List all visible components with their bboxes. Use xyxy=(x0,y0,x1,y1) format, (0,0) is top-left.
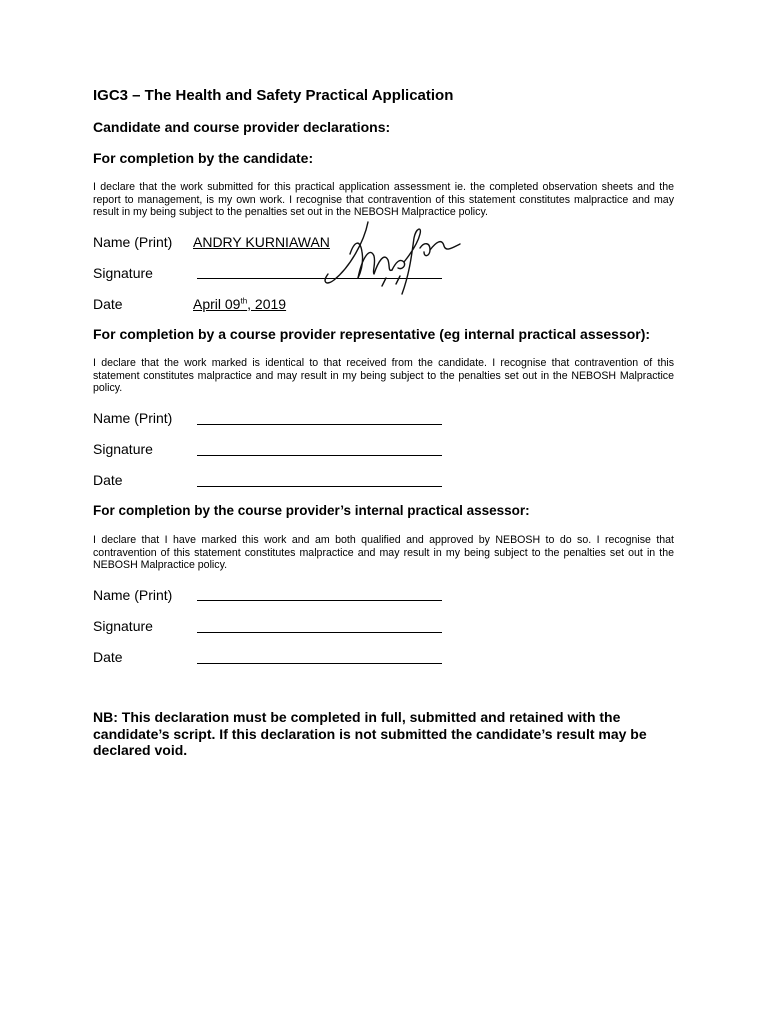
candidate-signature-label: Signature xyxy=(93,265,153,281)
candidate-name-label: Name (Print) xyxy=(93,234,173,250)
representative-name-label: Name (Print) xyxy=(93,410,173,426)
page-title: IGC3 – The Health and Safety Practical Application xyxy=(93,87,454,104)
representative-statement: I declare that the work marked is identical to that received from the candidate. I recognise that contravention of this statement constitutes malpractice and may result in my being subject to the penalties set out in the NEBOSH Malpractice policy. xyxy=(93,357,674,394)
declarations-subtitle: Candidate and course provider declarations: xyxy=(93,119,391,135)
declaration-note: NB: This declaration must be completed in full, submitted and retained with the candidate’s script. If this declaration is not submitted the candidate’s result may be declared void. xyxy=(93,709,647,758)
candidate-statement: I declare that the work submitted for this practical application assessment ie. the completed observation sheets and the report to management, is my own work. I recognise that contravention of this statement constitutes malpractice and may result in my being subject to the penalties set out in the NEBOSH Malpractice policy. xyxy=(93,181,674,218)
candidate-heading: For completion by the candidate: xyxy=(93,150,314,166)
assessor-statement: I declare that I have marked this work and am both qualified and approved by NEBOSH to do so. I recognise that contravention of this statement constitutes malpractice and may result in my being subject to the penalties set out in the NEBOSH Malpractice policy. xyxy=(93,534,674,571)
representative-date-label: Date xyxy=(93,472,123,488)
representative-heading: For completion by a course provider representative (eg internal practical assessor): xyxy=(93,326,651,342)
assessor-name-label: Name (Print) xyxy=(93,587,173,603)
candidate-date-label: Date xyxy=(93,296,123,312)
assessor-date-line xyxy=(197,663,442,664)
handwritten-signature xyxy=(320,212,470,304)
representative-date-line xyxy=(197,486,442,487)
representative-signature-line xyxy=(197,455,442,456)
assessor-signature-label: Signature xyxy=(93,618,153,634)
assessor-heading: For completion by the course provider’s internal practical assessor: xyxy=(93,503,530,518)
representative-name-line xyxy=(197,424,442,425)
assessor-signature-line xyxy=(197,632,442,633)
assessor-date-label: Date xyxy=(93,649,123,665)
assessor-name-line xyxy=(197,600,442,601)
candidate-name-value: ANDRY KURNIAWAN xyxy=(193,234,330,250)
representative-signature-label: Signature xyxy=(93,441,153,457)
candidate-date-value: April 09th, 2019 xyxy=(193,296,287,312)
